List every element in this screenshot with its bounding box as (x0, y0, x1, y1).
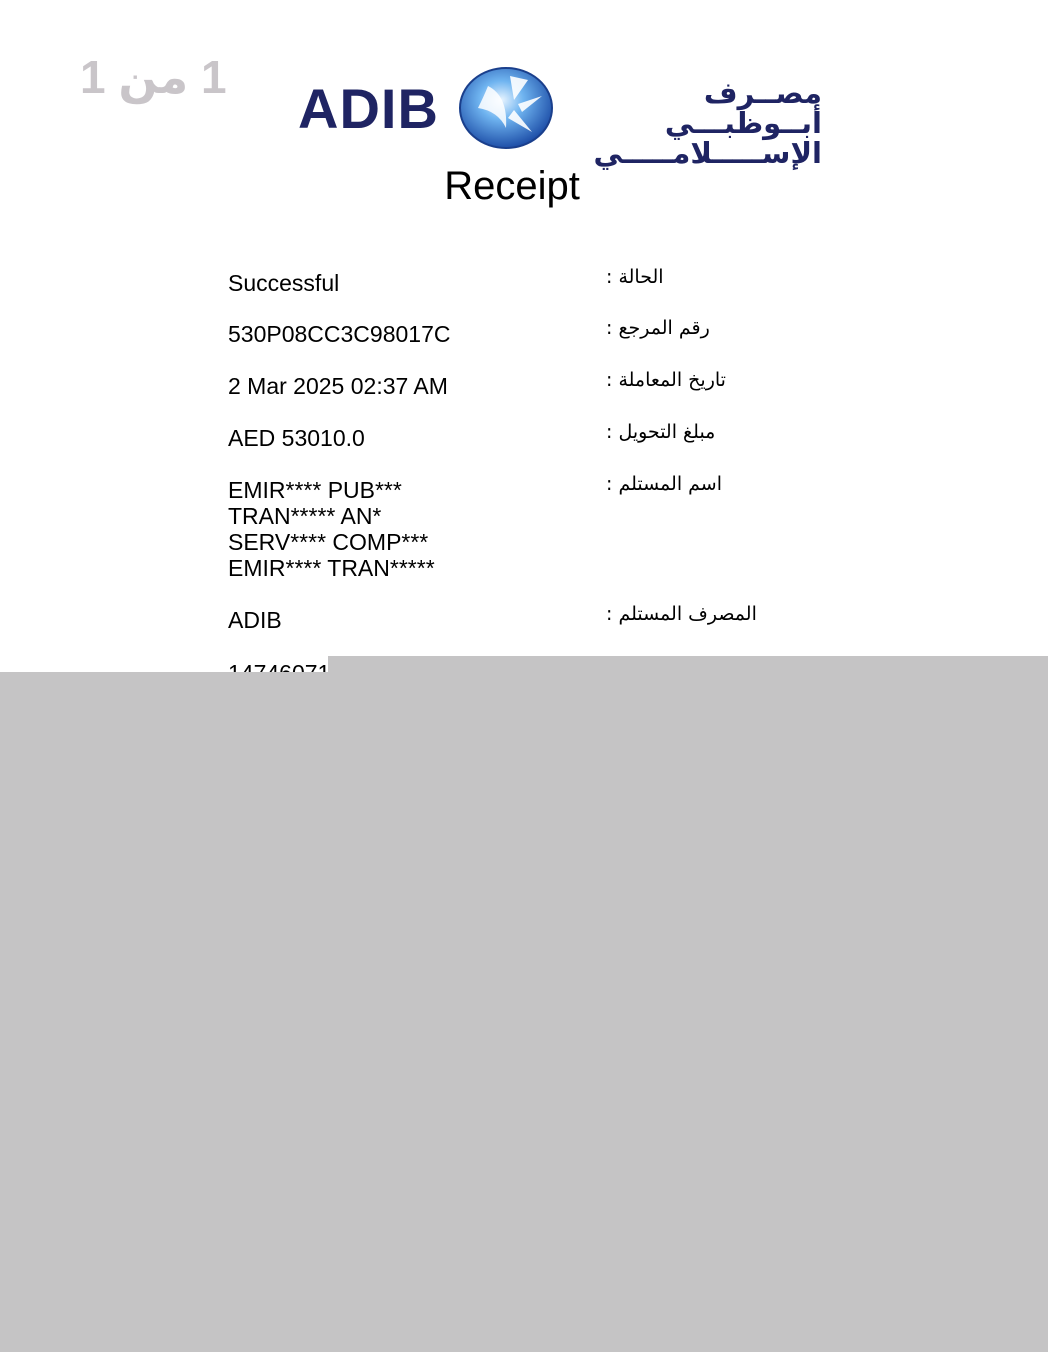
redaction-overlay (0, 672, 1048, 1352)
globe-emblem-icon (458, 66, 554, 150)
field-label: الحالة : (606, 266, 664, 288)
receipt-title: Receipt (444, 164, 580, 208)
field-label: المصرف المستلم : (606, 603, 757, 625)
field-label: رقم المرجع : (606, 317, 710, 339)
logo-arabic-line-1: مصــرف أبــوظبـــي (664, 76, 822, 140)
field-value: Successful (228, 270, 340, 296)
field-value: 530P08CC3C98017C (228, 321, 451, 347)
field-value: EMIR**** PUB*** TRAN***** AN* SERV**** COMP*** EMIR**** TRAN***** (228, 477, 435, 581)
adib-logo (298, 66, 828, 170)
page-indicator: 1 من 1 (80, 51, 227, 103)
field-label: مبلغ التحويل : (606, 421, 716, 443)
logo-arabic-line-2: الإســـــلامـــــي (593, 136, 822, 170)
field-value: 2 Mar 2025 02:37 AM (228, 373, 448, 399)
field-label: تاريخ المعاملة : (606, 369, 726, 391)
logo-latin-text: ADIB (298, 77, 439, 140)
field-value: AED 53010.0 (228, 425, 365, 451)
logo-arabic-text (574, 78, 822, 168)
field-value: ADIB (228, 607, 282, 633)
field-label: اسم المستلم : (606, 473, 722, 495)
